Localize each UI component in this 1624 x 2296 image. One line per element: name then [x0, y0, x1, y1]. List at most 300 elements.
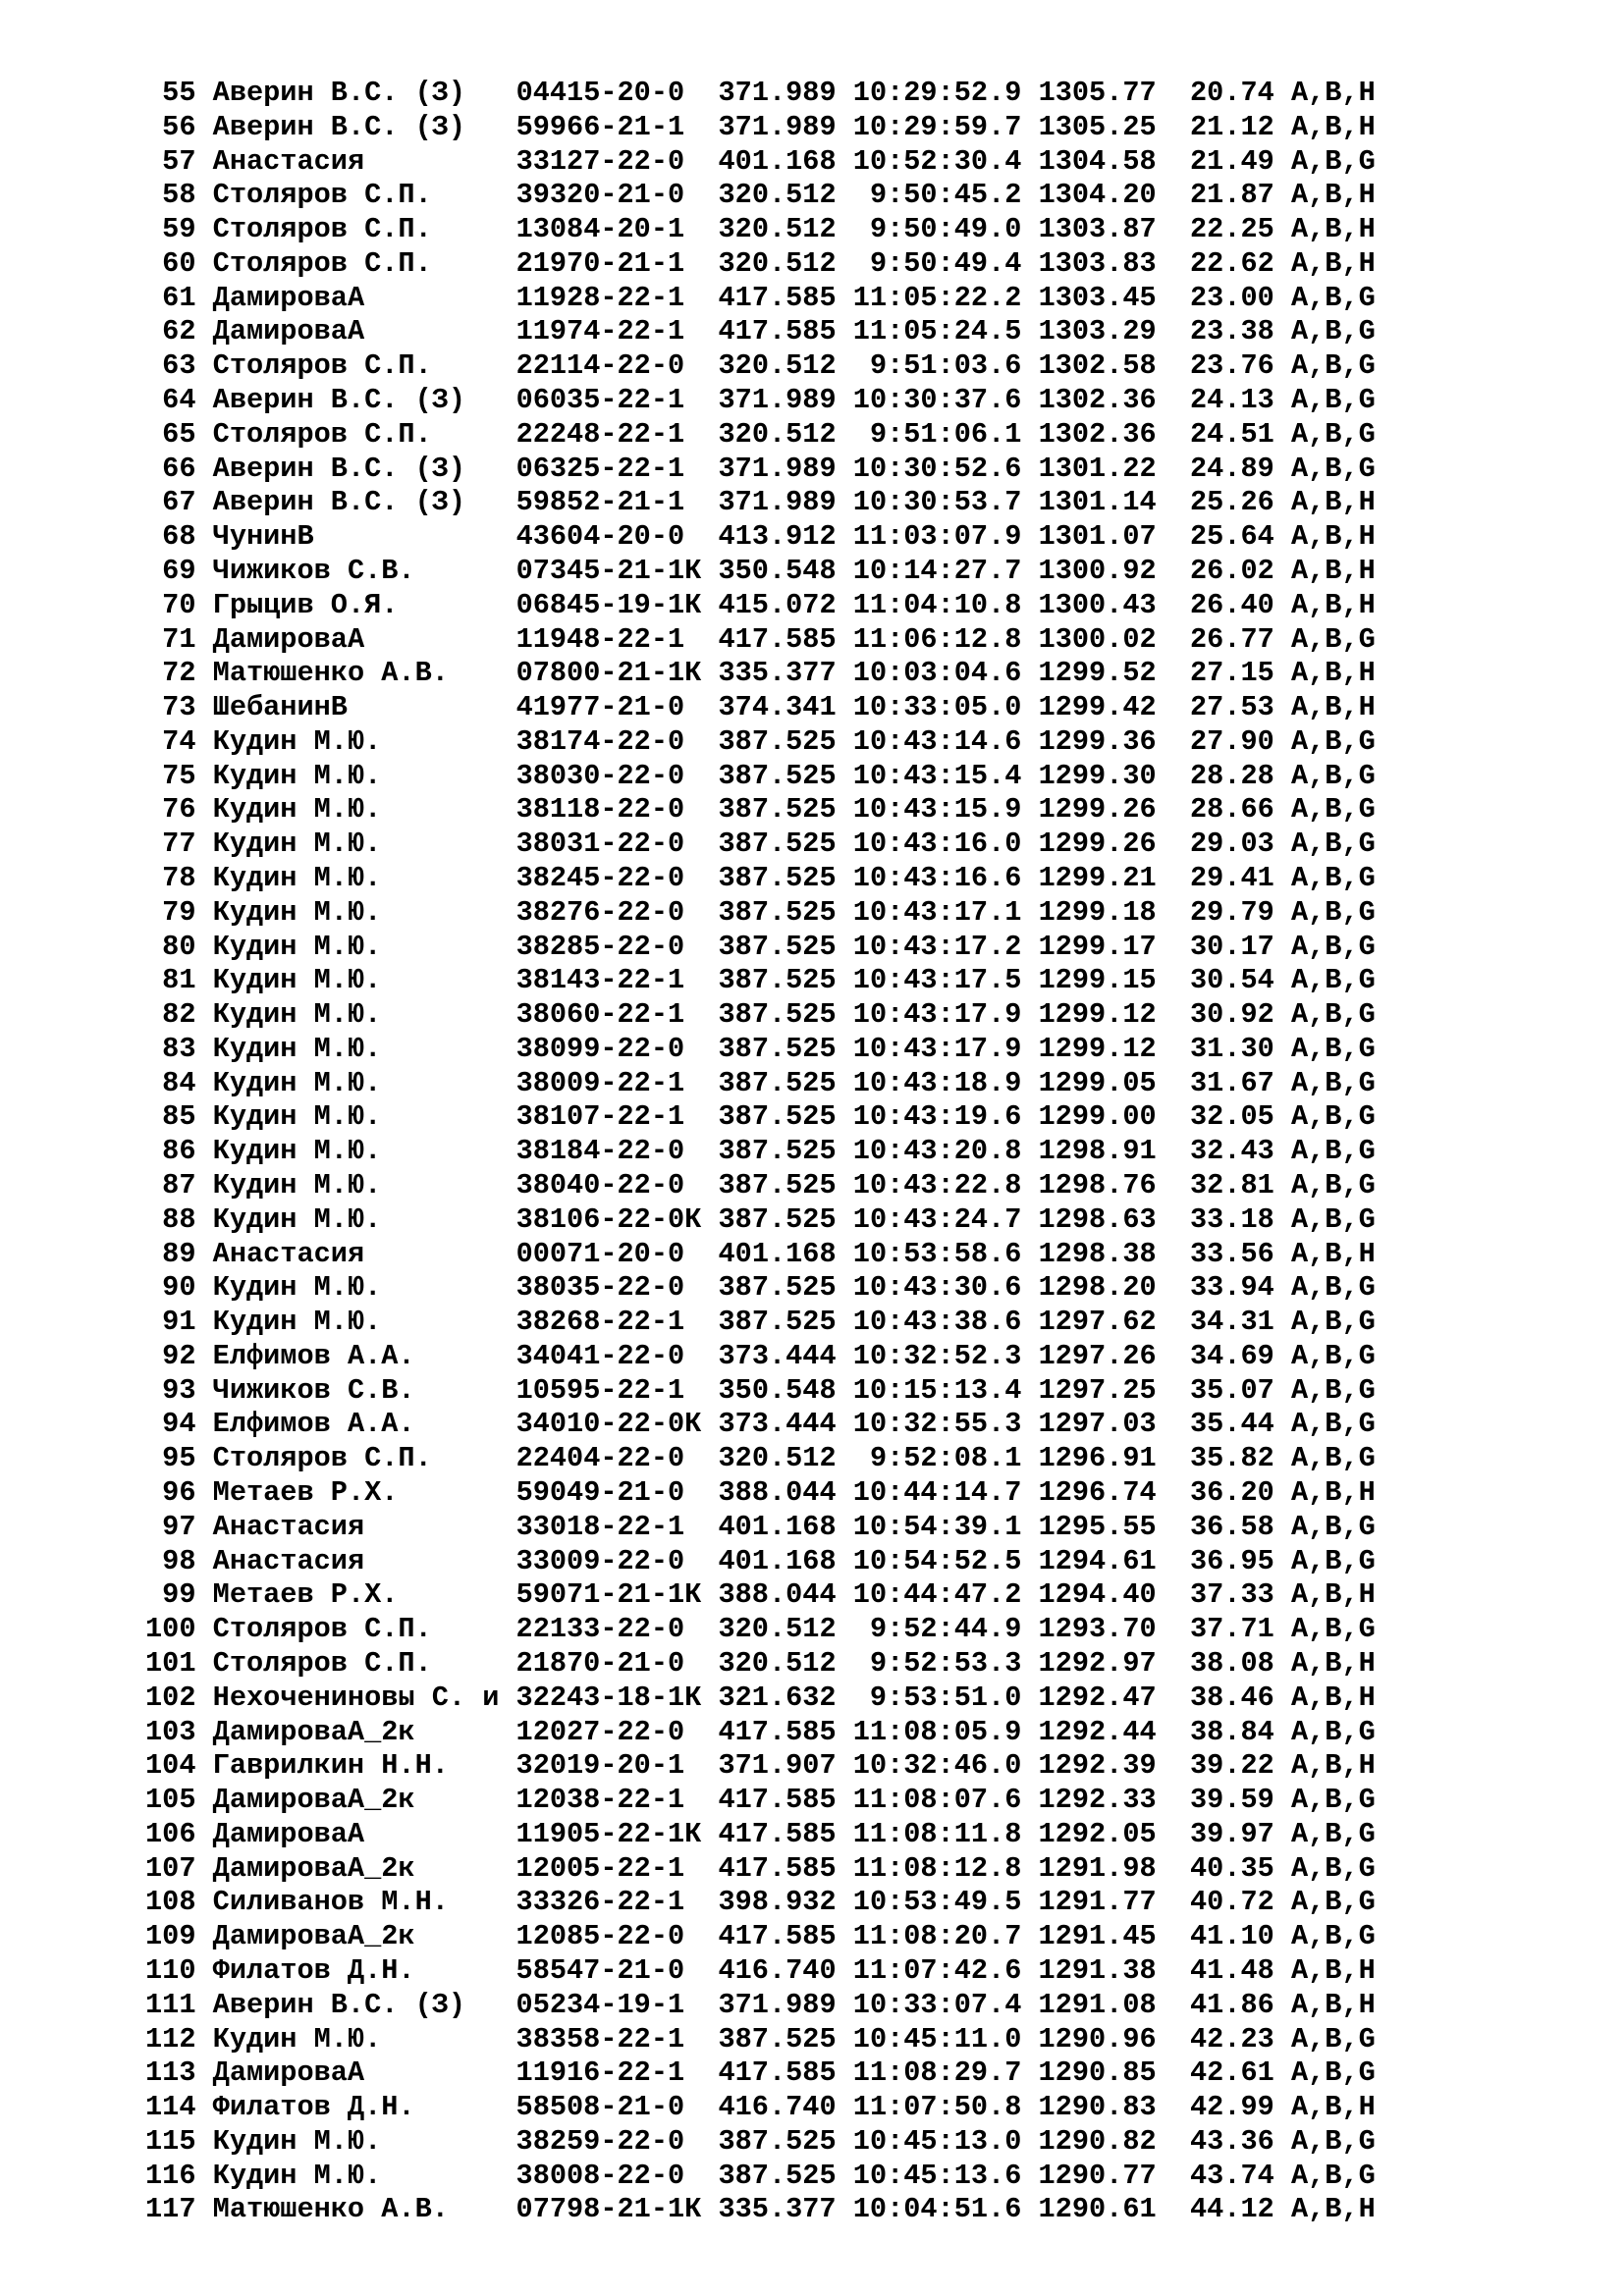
group-cell: A,B,G — [1290, 1613, 1376, 1646]
ring-cell: 12038-22-1 — [515, 1784, 685, 1817]
coefficient-cell: 35.82 — [1190, 1442, 1274, 1475]
ring-cell: 38107-22-1 — [515, 1100, 685, 1134]
coefficient-cell: 33.94 — [1190, 1271, 1274, 1305]
speed-cell: 1296.91 — [1038, 1442, 1157, 1475]
place-cell: 104 — [145, 1749, 196, 1783]
speed-cell: 1304.20 — [1038, 179, 1157, 212]
time-cell: 9:50:45.2 — [869, 179, 1022, 212]
coefficient-cell: 30.17 — [1190, 930, 1274, 963]
coefficient-cell: 32.05 — [1190, 1100, 1274, 1134]
table-row — [145, 520, 1376, 553]
distance-cell: 387.525 — [718, 1271, 837, 1305]
table-row — [145, 1067, 1376, 1099]
table-row — [145, 1716, 1376, 1748]
place-cell: 92 — [162, 1339, 196, 1372]
time-cell: 10:53:58.6 — [852, 1237, 1022, 1270]
fancier-cell: Кудин М.Ю. — [212, 861, 382, 894]
place-cell: 97 — [162, 1510, 196, 1543]
ring-cell: 38008-22-0 — [515, 2159, 685, 2192]
speed-cell: 1299.17 — [1038, 930, 1157, 963]
time-cell: 10:43:16.0 — [852, 828, 1022, 861]
table-row — [145, 589, 1376, 621]
ring-cell: 59071-21-1К — [515, 1578, 702, 1612]
table-row — [145, 1442, 1376, 1474]
place-cell: 102 — [145, 1681, 196, 1714]
speed-cell: 1291.45 — [1038, 1920, 1157, 1953]
ring-cell: 33018-22-1 — [515, 1510, 685, 1543]
ring-cell: 22248-22-1 — [515, 417, 685, 451]
group-cell: A,B,G — [1290, 1851, 1376, 1885]
fancier-cell: Столяров С.П. — [212, 417, 432, 451]
distance-cell: 371.989 — [718, 452, 837, 485]
speed-cell: 1302.58 — [1038, 349, 1157, 383]
ring-cell: 38031-22-0 — [515, 828, 685, 861]
ring-cell: 22133-22-0 — [515, 1613, 685, 1646]
group-cell: A,B,G — [1290, 998, 1376, 1032]
fancier-cell: ДамироваА — [212, 2056, 365, 2090]
table-row — [145, 1954, 1376, 1987]
speed-cell: 1303.29 — [1038, 315, 1157, 348]
coefficient-cell: 29.03 — [1190, 828, 1274, 861]
time-cell: 9:52:08.1 — [869, 1442, 1022, 1475]
group-cell: A,B,G — [1290, 1715, 1376, 1748]
speed-cell: 1299.18 — [1038, 895, 1157, 929]
fancier-cell: Кудин М.Ю. — [212, 1306, 382, 1339]
fancier-cell: ДамироваА_2к — [212, 1851, 415, 1885]
ring-cell: 12027-22-0 — [515, 1715, 685, 1748]
speed-cell: 1292.97 — [1038, 1646, 1157, 1680]
coefficient-cell: 33.56 — [1190, 1237, 1274, 1270]
place-cell: 74 — [162, 724, 196, 758]
speed-cell: 1292.33 — [1038, 1784, 1157, 1817]
group-cell: A,B,H — [1290, 486, 1376, 519]
coefficient-cell: 31.67 — [1190, 1066, 1274, 1099]
time-cell: 10:43:38.6 — [852, 1306, 1022, 1339]
group-cell: A,B,H — [1290, 1237, 1376, 1270]
time-cell: 11:08:05.9 — [852, 1715, 1022, 1748]
coefficient-cell: 43.74 — [1190, 2159, 1274, 2192]
distance-cell: 371.989 — [718, 486, 837, 519]
table-row — [145, 213, 1376, 245]
table-row — [145, 1203, 1376, 1236]
group-cell: A,B,G — [1290, 724, 1376, 758]
fancier-cell: Елфимов А.А. — [212, 1339, 415, 1372]
group-cell: A,B,G — [1290, 1306, 1376, 1339]
distance-cell: 350.548 — [718, 554, 837, 587]
table-row — [145, 1476, 1376, 1509]
fancier-cell: Столяров С.П. — [212, 179, 432, 212]
table-row — [145, 349, 1376, 382]
place-cell: 69 — [162, 554, 196, 587]
fancier-cell: Метаев Р.Х. — [212, 1578, 399, 1612]
group-cell: A,B,H — [1290, 1953, 1376, 1987]
ring-cell: 13084-20-1 — [515, 213, 685, 246]
place-cell: 63 — [162, 349, 196, 383]
group-cell: A,B,H — [1290, 1578, 1376, 1612]
distance-cell: 388.044 — [718, 1578, 837, 1612]
table-row — [145, 862, 1376, 894]
time-cell: 10:04:51.6 — [852, 2193, 1022, 2226]
speed-cell: 1299.15 — [1038, 964, 1157, 997]
ring-cell: 00071-20-0 — [515, 1237, 685, 1270]
place-cell: 66 — [162, 452, 196, 485]
ring-cell: 32019-20-1 — [515, 1749, 685, 1783]
speed-cell: 1297.25 — [1038, 1373, 1157, 1407]
time-cell: 11:08:07.6 — [852, 1784, 1022, 1817]
group-cell: A,B,H — [1290, 554, 1376, 587]
group-cell: A,B,G — [1290, 1135, 1376, 1168]
coefficient-cell: 41.48 — [1190, 1953, 1274, 1987]
speed-cell: 1300.92 — [1038, 554, 1157, 587]
time-cell: 11:04:10.8 — [852, 588, 1022, 621]
coefficient-cell: 41.86 — [1190, 1988, 1274, 2021]
group-cell: A,B,G — [1290, 861, 1376, 894]
place-cell: 107 — [145, 1851, 196, 1885]
place-cell: 64 — [162, 384, 196, 417]
place-cell: 83 — [162, 1032, 196, 1065]
place-cell: 95 — [162, 1442, 196, 1475]
ring-cell: 33009-22-0 — [515, 1544, 685, 1577]
time-cell: 10:45:13.6 — [852, 2159, 1022, 2192]
distance-cell: 387.525 — [718, 930, 837, 963]
distance-cell: 320.512 — [718, 349, 837, 383]
table-row — [145, 725, 1376, 758]
place-cell: 93 — [162, 1373, 196, 1407]
speed-cell: 1298.38 — [1038, 1237, 1157, 1270]
place-cell: 108 — [145, 1886, 196, 1919]
fancier-cell: Матюшенко А.В. — [212, 657, 449, 690]
group-cell: A,B,H — [1290, 246, 1376, 280]
coefficient-cell: 21.12 — [1190, 110, 1274, 143]
coefficient-cell: 35.44 — [1190, 1408, 1274, 1441]
ring-cell: 21970-21-1 — [515, 246, 685, 280]
group-cell: A,B,G — [1290, 1100, 1376, 1134]
distance-cell: 387.525 — [718, 2022, 837, 2056]
place-cell: 81 — [162, 964, 196, 997]
table-row — [145, 1682, 1376, 1714]
speed-cell: 1291.08 — [1038, 1988, 1157, 2021]
fancier-cell: Кудин М.Ю. — [212, 2022, 382, 2056]
speed-cell: 1302.36 — [1038, 384, 1157, 417]
fancier-cell: Анастасия — [212, 1237, 365, 1270]
coefficient-cell: 24.89 — [1190, 452, 1274, 485]
distance-cell: 373.444 — [718, 1408, 837, 1441]
table-row — [145, 2193, 1376, 2225]
ring-cell: 38030-22-0 — [515, 759, 685, 792]
coefficient-cell: 38.46 — [1189, 1681, 1274, 1714]
coefficient-cell: 22.62 — [1190, 246, 1274, 280]
speed-cell: 1299.12 — [1038, 1032, 1157, 1065]
place-cell: 76 — [162, 793, 196, 827]
place-cell: 80 — [162, 930, 196, 963]
group-cell: A,B,G — [1290, 1373, 1376, 1407]
fancier-cell: Кудин М.Ю. — [212, 998, 382, 1032]
speed-cell: 1291.98 — [1038, 1851, 1157, 1885]
coefficient-cell: 34.31 — [1190, 1306, 1274, 1339]
group-cell: A,B,G — [1290, 964, 1376, 997]
speed-cell: 1290.85 — [1038, 2056, 1157, 2090]
distance-cell: 398.932 — [718, 1886, 837, 1919]
table-row — [145, 179, 1376, 211]
place-cell: 116 — [145, 2159, 196, 2192]
group-cell: A,B,H — [1290, 1749, 1376, 1783]
table-row — [145, 1647, 1376, 1680]
fancier-cell: Елфимов А.А. — [212, 1408, 415, 1441]
place-cell: 62 — [162, 315, 196, 348]
coefficient-cell: 33.18 — [1190, 1202, 1274, 1236]
ring-cell: 12005-22-1 — [515, 1851, 685, 1885]
fancier-cell: Аверин В.С. (З) — [212, 452, 466, 485]
speed-cell: 1296.74 — [1038, 1476, 1157, 1510]
ring-cell: 38106-22-0К — [515, 1202, 702, 1236]
group-cell: A,B,G — [1290, 1886, 1376, 1919]
fancier-cell: ДамироваА_2к — [212, 1784, 415, 1817]
speed-cell: 1299.00 — [1038, 1100, 1157, 1134]
time-cell: 10:45:11.0 — [852, 2022, 1022, 2056]
fancier-cell: Кудин М.Ю. — [212, 2124, 382, 2158]
place-cell: 68 — [162, 520, 196, 554]
time-cell: 11:08:20.7 — [852, 1920, 1022, 1953]
speed-cell: 1298.76 — [1038, 1169, 1157, 1201]
place-cell: 88 — [162, 1202, 196, 1236]
time-cell: 9:50:49.4 — [869, 246, 1022, 280]
coefficient-cell: 41.10 — [1190, 1920, 1274, 1953]
fancier-cell: ДамироваА_2к — [212, 1920, 415, 1953]
coefficient-cell: 36.58 — [1190, 1510, 1274, 1543]
place-cell: 65 — [162, 417, 196, 451]
distance-cell: 320.512 — [718, 1613, 837, 1646]
time-cell: 10:43:17.9 — [852, 998, 1022, 1032]
distance-cell: 387.525 — [718, 828, 837, 861]
fancier-cell: Кудин М.Ю. — [212, 2159, 382, 2192]
ring-cell: 38285-22-0 — [515, 930, 685, 963]
distance-cell: 387.525 — [718, 998, 837, 1032]
distance-cell: 416.740 — [718, 1953, 837, 1987]
distance-cell: 320.512 — [718, 213, 837, 246]
fancier-cell: Анастасия — [212, 1544, 365, 1577]
place-cell: 85 — [162, 1100, 196, 1134]
group-cell: A,B,G — [1290, 1271, 1376, 1305]
table-row — [145, 691, 1376, 723]
speed-cell: 1301.07 — [1038, 520, 1157, 554]
fancier-cell: ЧунинВ — [212, 520, 314, 554]
coefficient-cell: 42.23 — [1190, 2022, 1274, 2056]
time-cell: 10:43:19.6 — [852, 1100, 1022, 1134]
coefficient-cell: 36.20 — [1190, 1476, 1274, 1510]
fancier-cell: Кудин М.Ю. — [212, 828, 382, 861]
time-cell: 10:30:53.7 — [852, 486, 1022, 519]
fancier-cell: Анастасия — [212, 144, 365, 178]
table-row — [145, 2023, 1376, 2056]
table-row — [145, 1100, 1376, 1133]
group-cell: A,B,G — [1290, 315, 1376, 348]
fancier-cell: Аверин В.С. (З) — [212, 486, 466, 519]
group-cell: A,B,G — [1290, 349, 1376, 383]
place-cell: 84 — [162, 1066, 196, 1099]
time-cell: 11:05:22.2 — [852, 281, 1022, 314]
ring-cell: 38245-22-0 — [515, 861, 685, 894]
coefficient-cell: 30.92 — [1190, 998, 1274, 1032]
speed-cell: 1299.05 — [1038, 1066, 1157, 1099]
place-cell: 56 — [162, 110, 196, 143]
time-cell: 11:07:50.8 — [852, 2091, 1022, 2124]
speed-cell: 1298.91 — [1038, 1135, 1157, 1168]
fancier-cell: Кудин М.Ю. — [212, 1100, 382, 1134]
place-cell: 60 — [162, 246, 196, 280]
group-cell: A,B,H — [1290, 1646, 1376, 1680]
table-row — [145, 1749, 1376, 1782]
group-cell: A,B,H — [1290, 657, 1376, 690]
distance-cell: 415.072 — [718, 588, 837, 621]
table-row — [145, 2056, 1376, 2089]
ring-cell: 32243-18-1К — [515, 1681, 702, 1714]
speed-cell: 1303.87 — [1038, 213, 1157, 246]
ring-cell: 38040-22-0 — [515, 1169, 685, 1201]
place-cell: 58 — [162, 179, 196, 212]
place-cell: 61 — [162, 281, 196, 314]
table-row — [145, 1613, 1376, 1645]
speed-cell: 1305.77 — [1038, 77, 1157, 109]
coefficient-cell: 44.12 — [1189, 2193, 1274, 2226]
time-cell: 11:08:11.8 — [852, 1817, 1022, 1850]
ring-cell: 11916-22-1 — [515, 2056, 685, 2090]
coefficient-cell: 28.66 — [1190, 793, 1274, 827]
group-cell: A,B,H — [1290, 1988, 1376, 2021]
place-cell: 117 — [145, 2193, 196, 2226]
time-cell: 10:43:20.8 — [852, 1135, 1022, 1168]
distance-cell: 373.444 — [718, 1339, 837, 1372]
group-cell: A,B,G — [1290, 1784, 1376, 1817]
ring-cell: 06845-19-1К — [515, 588, 702, 621]
distance-cell: 387.525 — [718, 724, 837, 758]
table-row — [145, 1238, 1376, 1270]
table-row — [145, 623, 1376, 656]
group-cell: A,B,G — [1290, 1408, 1376, 1441]
coefficient-cell: 26.77 — [1190, 622, 1274, 656]
place-cell: 82 — [162, 998, 196, 1032]
place-cell: 75 — [162, 759, 196, 792]
fancier-cell: Столяров С.П. — [212, 246, 432, 280]
time-cell: 10:14:27.7 — [852, 554, 1022, 587]
distance-cell: 350.548 — [718, 1373, 837, 1407]
place-cell: 96 — [162, 1476, 196, 1510]
group-cell: A,B,G — [1290, 452, 1376, 485]
distance-cell: 387.525 — [718, 861, 837, 894]
group-cell: A,B,H — [1290, 1681, 1376, 1714]
speed-cell: 1293.70 — [1038, 1613, 1157, 1646]
distance-cell: 416.740 — [718, 2091, 837, 2124]
place-cell: 89 — [162, 1237, 196, 1270]
group-cell: A,B,G — [1290, 1920, 1376, 1953]
distance-cell: 387.525 — [718, 759, 837, 792]
place-cell: 101 — [145, 1646, 196, 1680]
fancier-cell: Столяров С.П. — [212, 1442, 432, 1475]
speed-cell: 1290.61 — [1038, 2193, 1157, 2226]
time-cell: 10:30:52.6 — [852, 452, 1022, 485]
distance-cell: 387.525 — [718, 2124, 837, 2158]
place-cell: 113 — [145, 2056, 196, 2090]
ring-cell: 38184-22-0 — [515, 1135, 685, 1168]
place-cell: 114 — [145, 2091, 196, 2124]
coefficient-cell: 42.61 — [1190, 2056, 1274, 2090]
speed-cell: 1297.62 — [1038, 1306, 1157, 1339]
ring-cell: 34041-22-0 — [515, 1339, 685, 1372]
speed-cell: 1303.83 — [1038, 246, 1157, 280]
group-cell: A,B,H — [1290, 588, 1376, 621]
coefficient-cell: 32.43 — [1190, 1135, 1274, 1168]
ring-cell: 07345-21-1К — [515, 554, 702, 587]
speed-cell: 1299.21 — [1038, 861, 1157, 894]
speed-cell: 1299.12 — [1038, 998, 1157, 1032]
ring-cell: 59049-21-0 — [515, 1476, 685, 1510]
group-cell: A,B,H — [1290, 213, 1376, 246]
time-cell: 10:43:17.9 — [852, 1032, 1022, 1065]
time-cell: 10:54:52.5 — [852, 1544, 1022, 1577]
coefficient-cell: 23.76 — [1190, 349, 1274, 383]
group-cell: A,B,G — [1290, 417, 1376, 451]
table-row — [145, 1989, 1376, 2021]
table-row — [145, 1886, 1376, 1918]
table-row — [145, 1578, 1376, 1611]
distance-cell: 371.989 — [718, 1988, 837, 2021]
coefficient-cell: 37.71 — [1190, 1613, 1274, 1646]
coefficient-cell: 22.25 — [1190, 213, 1274, 246]
distance-cell: 387.525 — [718, 964, 837, 997]
coefficient-cell: 26.02 — [1190, 554, 1274, 587]
fancier-cell: Чижиков С.В. — [212, 1373, 415, 1407]
time-cell: 10:32:52.3 — [852, 1339, 1022, 1372]
fancier-cell: Аверин В.С. (З) — [212, 384, 466, 417]
ring-cell: 38358-22-1 — [515, 2022, 685, 2056]
time-cell: 9:50:49.0 — [869, 213, 1022, 246]
time-cell: 10:03:04.6 — [852, 657, 1022, 690]
ring-cell: 05234-19-1 — [515, 1988, 685, 2021]
coefficient-cell: 24.13 — [1190, 384, 1274, 417]
distance-cell: 320.512 — [718, 1442, 837, 1475]
coefficient-cell: 42.99 — [1190, 2091, 1274, 2124]
fancier-cell: Матюшенко А.В. — [212, 2193, 449, 2226]
table-row — [145, 1920, 1376, 1952]
place-cell: 94 — [162, 1408, 196, 1441]
speed-cell: 1299.26 — [1038, 828, 1157, 861]
speed-cell: 1297.03 — [1038, 1408, 1157, 1441]
group-cell: A,B,G — [1290, 1544, 1376, 1577]
distance-cell: 417.585 — [718, 1851, 837, 1885]
ring-cell: 33326-22-1 — [515, 1886, 685, 1919]
ring-cell: 10595-22-1 — [515, 1373, 685, 1407]
distance-cell: 335.377 — [718, 657, 837, 690]
place-cell: 70 — [162, 588, 196, 621]
place-cell: 73 — [162, 691, 196, 724]
distance-cell: 401.168 — [718, 1510, 837, 1543]
place-cell: 99 — [162, 1578, 196, 1612]
time-cell: 10:45:13.0 — [852, 2124, 1022, 2158]
group-cell: A,B,G — [1290, 1066, 1376, 1099]
table-row — [145, 657, 1376, 689]
fancier-cell: Кудин М.Ю. — [212, 1066, 382, 1099]
group-cell: A,B,H — [1290, 2091, 1376, 2124]
table-row — [145, 1784, 1376, 1816]
fancier-cell: Филатов Д.Н. — [212, 1953, 415, 1987]
ring-cell: 21870-21-0 — [515, 1646, 685, 1680]
ring-cell: 38035-22-0 — [515, 1271, 685, 1305]
place-cell: 106 — [145, 1817, 196, 1850]
group-cell: A,B,G — [1290, 759, 1376, 792]
ring-cell: 41977-21-0 — [515, 691, 685, 724]
ring-cell: 58547-21-0 — [515, 1953, 685, 1987]
time-cell: 10:43:17.5 — [852, 964, 1022, 997]
place-cell: 67 — [162, 486, 196, 519]
